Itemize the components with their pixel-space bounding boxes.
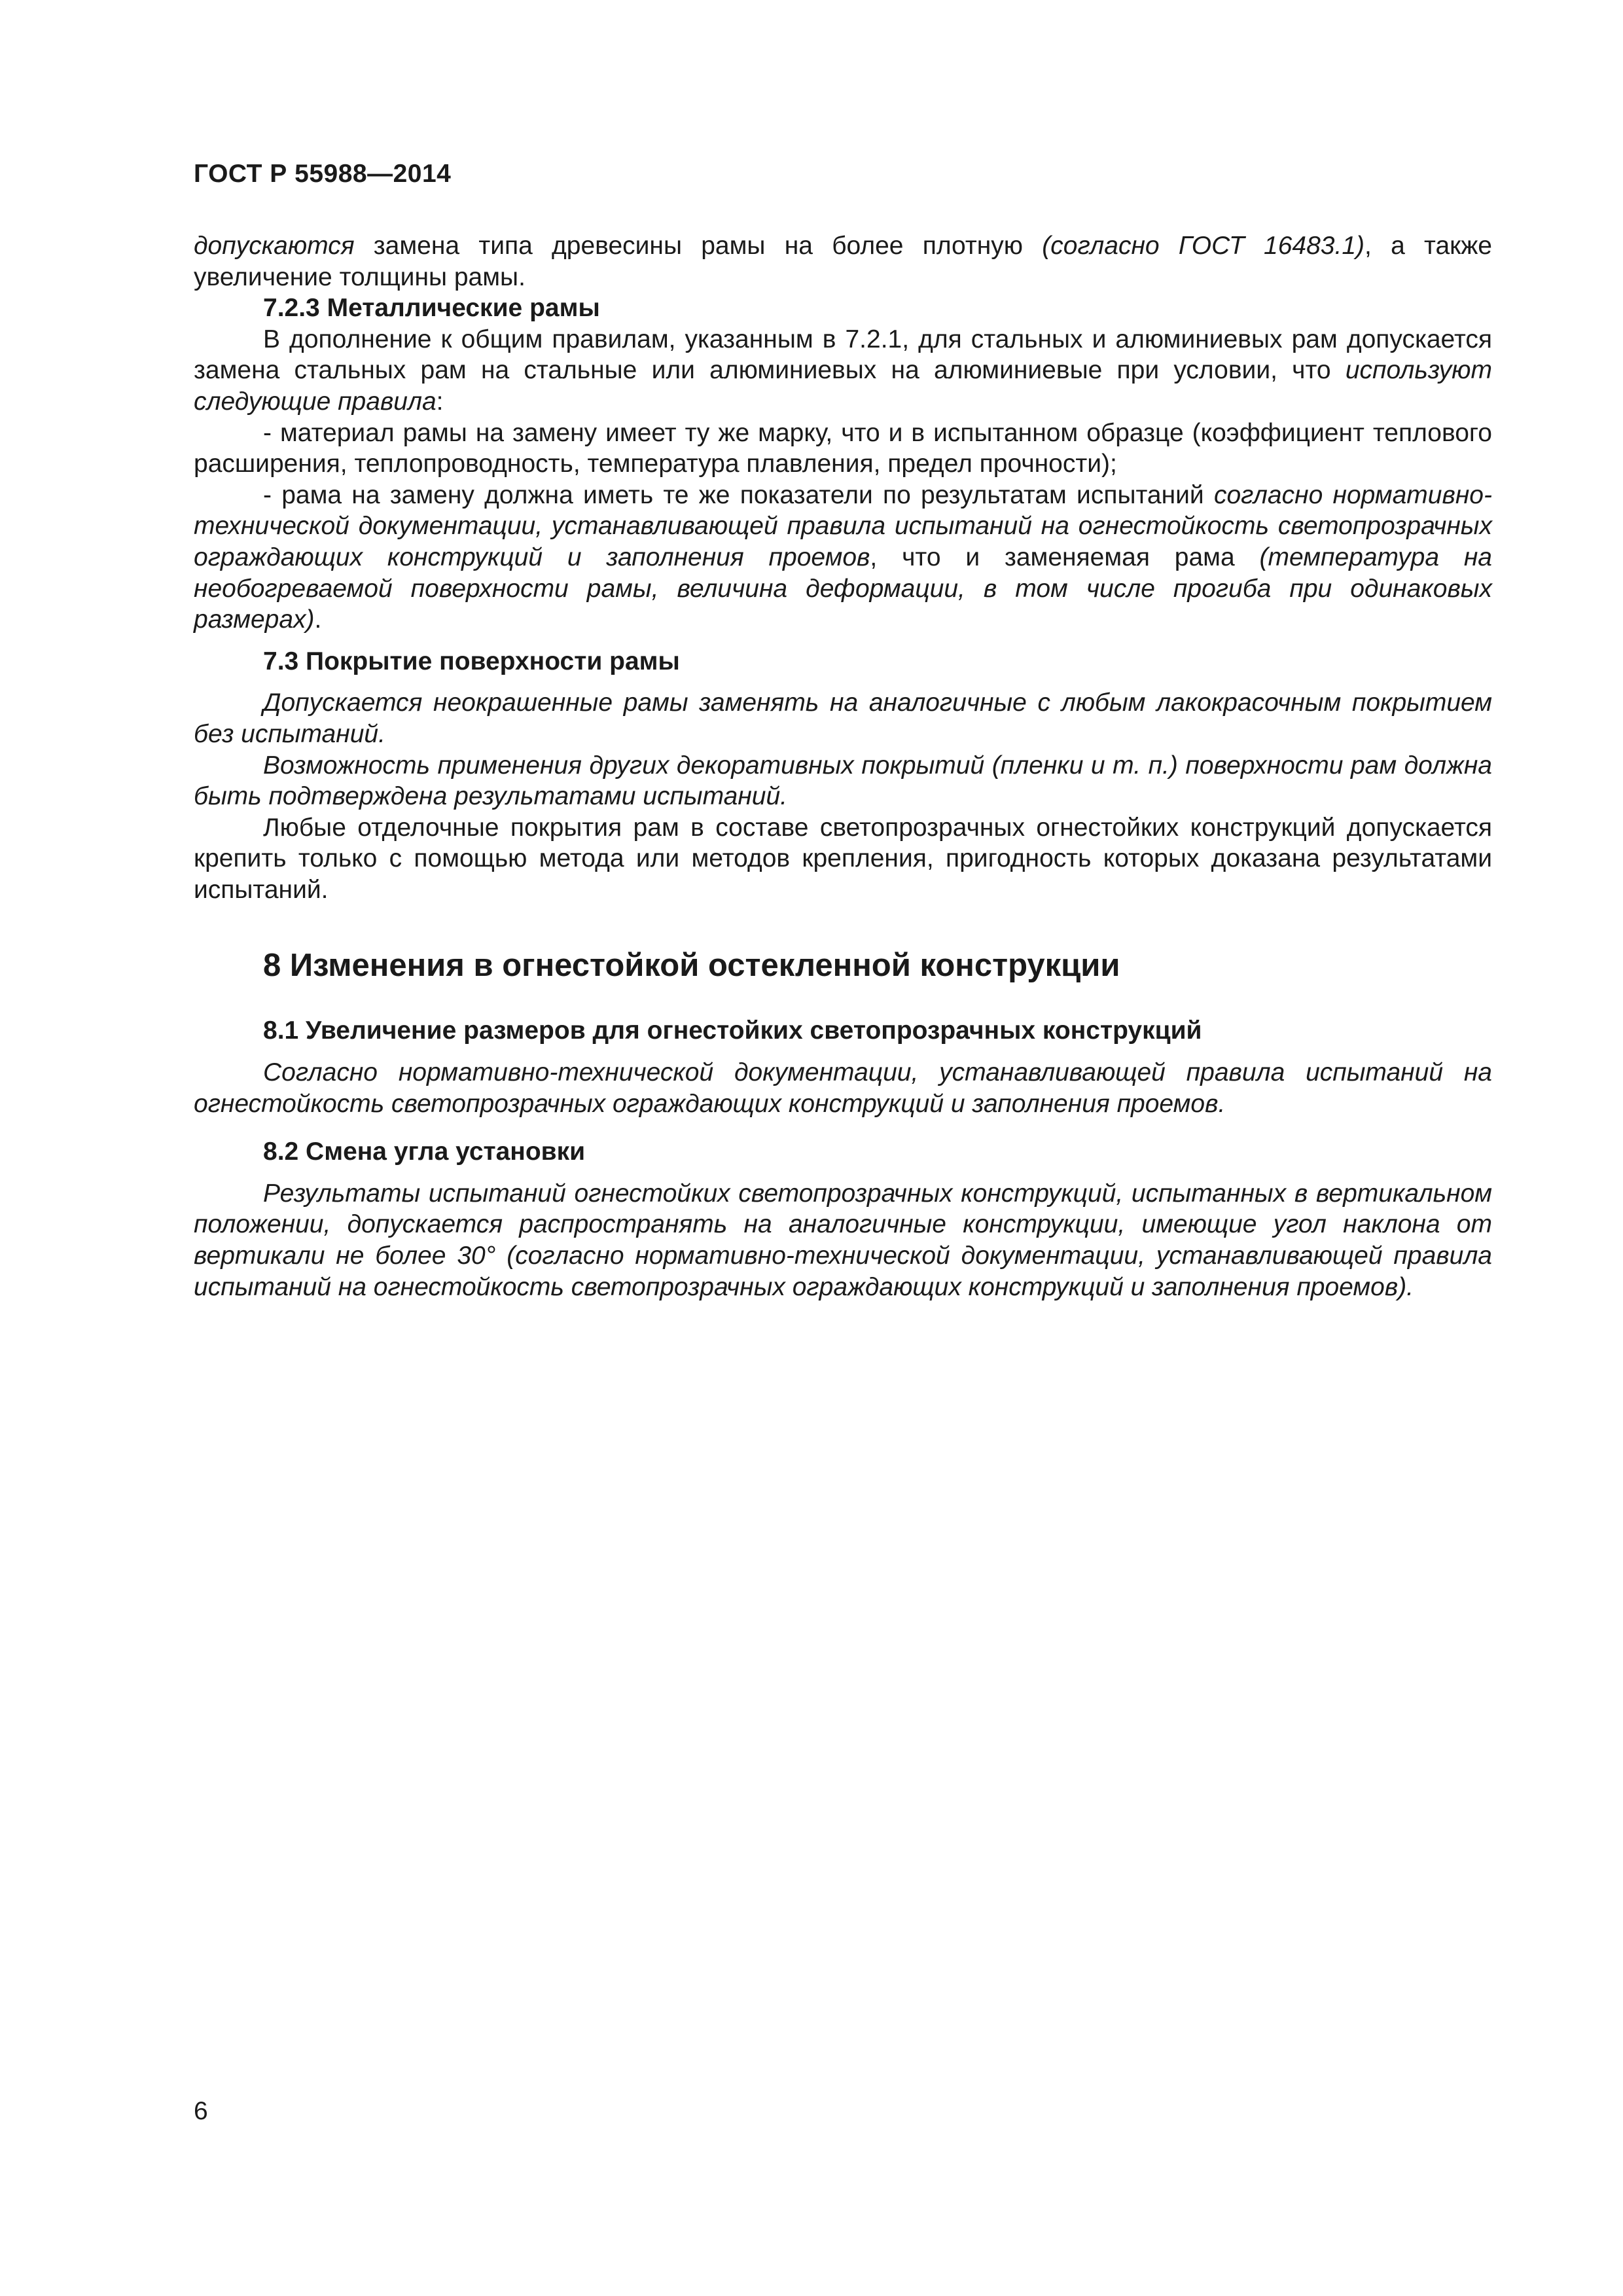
text-regular: , что и заменяемая рама xyxy=(870,543,1260,571)
paragraph-metal-frames xyxy=(194,324,1492,418)
paragraph-finishing-coatings: Любые отделочные покрытия рам в составе светопрозрачных огнестойких конструкций допускается крепить только с помощью метода или методов крепления, пригодность которых доказана результатами испытаний. xyxy=(194,813,1492,904)
paragraph-decorative-coatings: Возможность применения других декоративных покрытий (пленки и т. п.) поверхности рам должна быть подтверждена результатами испытаний. xyxy=(194,751,1492,811)
section-heading-7-3: 7.3 Покрытие поверхности рамы xyxy=(263,647,680,675)
paragraph-wood-frame xyxy=(194,230,1492,293)
document-header: ГОСТ Р 55988—2014 xyxy=(194,160,452,188)
text-italic: используют следующие правила xyxy=(194,356,1492,416)
paragraph-angle-change: Результаты испытаний огнестойких светопрозрачных конструкций, испытанных в вертикальном положении, допускается распространять на аналогичные конструкции, имеющие угол наклона от вертикали не более 30° (согласно нормативно-технической документации, устанавливающей правила испытаний на огнестойкость светопрозрачных ограждающих конструкций и заполнения проемов). xyxy=(194,1179,1492,1301)
text-italic: согласно нормативно-технической документации, устанавливающей правила испытаний на огнестойкость светопрозрачных ограждающих конструкций и заполнения проемов xyxy=(194,480,1492,571)
text-regular: замена типа древесины рамы на более плотную xyxy=(354,232,1043,260)
section-heading-8: 8 Изменения в огнестойкой остекленной конструкции xyxy=(263,948,1120,984)
text-italic: допускаются xyxy=(194,232,355,260)
document-body xyxy=(194,230,1492,1302)
text-italic: (согласно ГОСТ 16483.1) xyxy=(1042,232,1365,260)
text-italic: (температура на необогреваемой поверхности рамы, величина деформации, в том числе прогиба при одинаковых размерах) xyxy=(194,543,1492,634)
page-number: 6 xyxy=(194,2097,208,2125)
section-heading-8-1: 8.1 Увеличение размеров для огнестойких светопрозрачных конструкций xyxy=(263,1016,1202,1045)
text-regular: , а также увеличение толщины рамы. xyxy=(194,232,1492,291)
section-heading-8-2: 8.2 Смена угла установки xyxy=(263,1138,586,1166)
list-item-replacement-frame xyxy=(194,480,1492,636)
text-regular: : xyxy=(436,387,444,416)
list-item-material: - материал рамы на замену имеет ту же марку, что и в испытанном образце (коэффициент теплового расширения, теплопроводность, температура плавления, предел прочности); xyxy=(194,418,1492,478)
text-regular: В дополнение к общим правилам, указанным в 7.2.1, для стальных и алюминиевых рам допускается замена стальных рам на стальные или алюминиевых на алюминиевые при условии, что xyxy=(194,325,1492,385)
paragraph-unpainted-frames: Допускается неокрашенные рамы заменять на аналогичные с любым лакокрасочным покрытием без испытаний. xyxy=(194,689,1492,748)
paragraph-size-increase: Согласно нормативно-технической документации, устанавливающей правила испытаний на огнестойкость светопрозрачных ограждающих конструкций и заполнения проемов. xyxy=(194,1058,1492,1118)
section-heading-7-2-3: 7.2.3 Металлические рамы xyxy=(263,294,600,323)
text-regular: - рама на замену должна иметь те же показатели по результатам испытаний xyxy=(263,480,1214,509)
text-regular: . xyxy=(314,605,322,634)
